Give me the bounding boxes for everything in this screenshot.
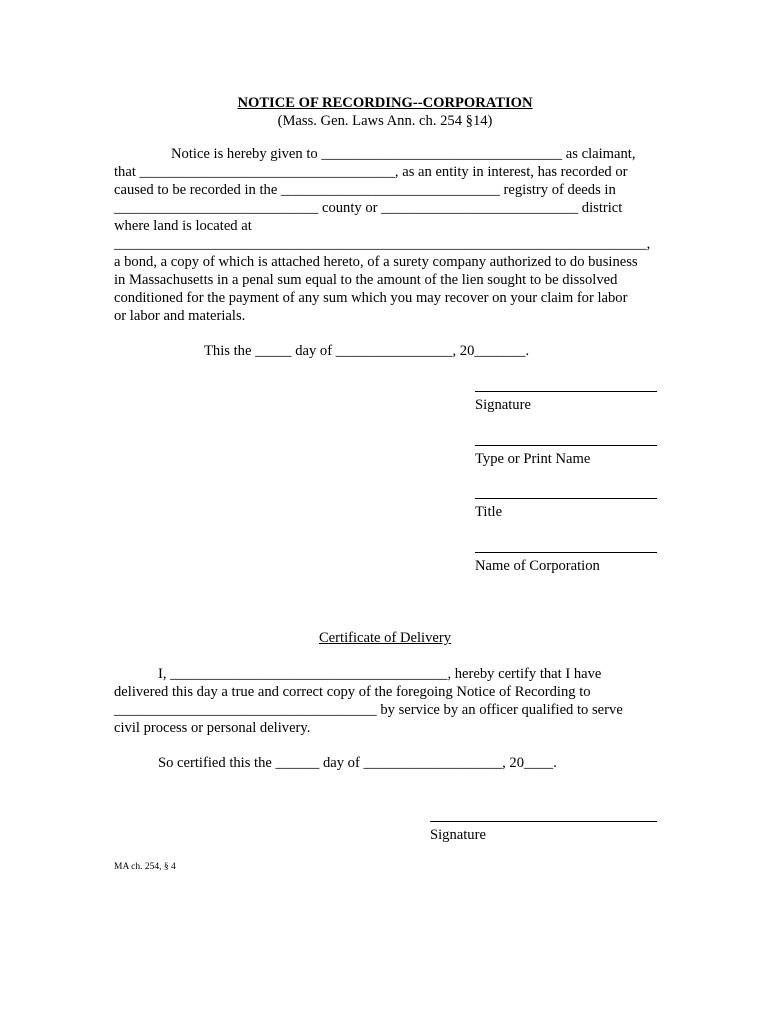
notice-line: a bond, a copy of which is attached hereto, of a surety company authorized to do business xyxy=(114,254,638,270)
statute-citation: (Mass. Gen. Laws Ann. ch. 254 §14) xyxy=(277,113,493,129)
signature-label: Signature xyxy=(475,397,531,413)
notice-line: Notice is hereby given to _________________________________ as claimant, xyxy=(171,146,636,162)
notice-date-line: This the _____ day of ________________, 20_______. xyxy=(204,343,530,359)
title-label: Title xyxy=(475,504,503,520)
notice-line: ____________________________ county or ___________________________ district xyxy=(114,200,623,216)
document-title: NOTICE OF RECORDING--CORPORATION xyxy=(237,95,533,111)
certificate-heading: Certificate of Delivery xyxy=(318,630,452,646)
corporation-line xyxy=(475,552,657,553)
certificate-line: civil process or personal delivery. xyxy=(114,720,311,736)
notice-line: conditioned for the payment of any sum which you may recover on your claim for labor xyxy=(114,290,628,306)
certificate-line: delivered this day a true and correct copy of the foregoing Notice of Recording to xyxy=(114,684,591,700)
notice-line: caused to be recorded in the ______________________________ registry of deeds in xyxy=(114,182,616,198)
certificate-date-line: So certified this the ______ day of ___________________, 20____. xyxy=(158,755,557,771)
title-line xyxy=(475,498,657,499)
notice-line: that ___________________________________, as an entity in interest, has recorded or xyxy=(114,164,628,180)
footer-reference: MA ch. 254, § 4 xyxy=(114,862,176,872)
certificate-line: ____________________________________ by service by an officer qualified to serve xyxy=(114,702,623,718)
corporation-label: Name of Corporation xyxy=(475,558,600,574)
certificate-line: I, ______________________________________, hereby certify that I have xyxy=(158,666,602,682)
notice-line: or labor and materials. xyxy=(114,308,246,324)
notice-line: _________________________________________________________________________, xyxy=(114,236,651,252)
print-name-line xyxy=(475,445,657,446)
signature-line xyxy=(475,391,657,392)
notice-line: where land is located at xyxy=(114,218,252,234)
notice-line: in Massachusetts in a penal sum equal to the amount of the lien sought to be dissolved xyxy=(114,272,618,288)
certificate-signature-line xyxy=(430,821,657,822)
certificate-signature-label: Signature xyxy=(430,827,486,843)
print-name-label: Type or Print Name xyxy=(475,451,591,467)
